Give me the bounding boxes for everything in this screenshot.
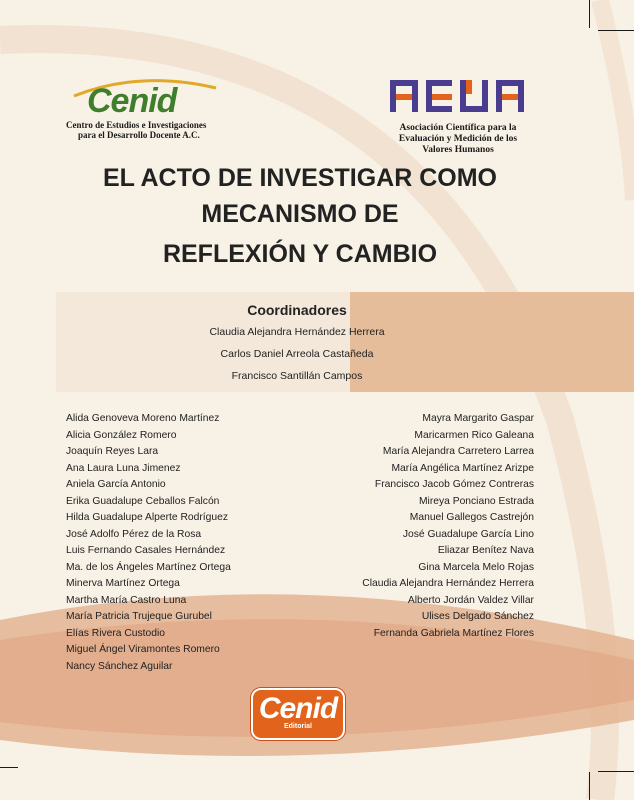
crop-mark — [589, 772, 590, 800]
author-name: Manuel Gallegos Castrejón — [409, 512, 534, 523]
cenid-subtitle-line2: para el Desarrollo Docente A.C. — [78, 130, 200, 140]
coordinator-name: Francisco Santillán Campos — [231, 370, 363, 382]
crop-mark — [598, 30, 634, 31]
authors-left-column — [66, 411, 231, 675]
author-name: Aniela García Antonio — [66, 479, 166, 490]
author-name: Mayra Margarito Gaspar — [422, 413, 534, 424]
book-title-line2: MECANISMO DE — [201, 200, 399, 228]
book-title-line1: EL ACTO DE INVESTIGAR COMO — [102, 164, 498, 192]
aeva-subtitle-line1: Asociación Científica para la — [399, 123, 517, 133]
badge-wordmark: Cenid — [258, 692, 338, 725]
author-name: Elías Rivera Custodio — [66, 627, 166, 639]
author-name: Hilda Guadalupe Alperte Rodríguez — [66, 512, 228, 523]
crop-mark — [0, 767, 18, 768]
author-name: José Guadalupe García Lino — [402, 528, 534, 540]
crop-mark — [589, 0, 590, 28]
cenid-wordmark: Cenid — [87, 82, 177, 120]
cenid-subtitle-line1: Centro de Estudios e Investigaciones — [66, 120, 207, 130]
author-name: María Patricia Trujeque Gurubel — [66, 611, 212, 622]
author-name: Alicia González Romero — [66, 429, 177, 441]
author-name: Alberto Jordán Valdez Villar — [407, 594, 534, 606]
author-name: José Adolfo Pérez de la Rosa — [66, 528, 202, 540]
aeva-logo — [385, 76, 545, 166]
cenid-logo — [62, 74, 262, 144]
coordinators-heading: Coordinadores — [247, 302, 347, 318]
book-title-line3: REFLEXIÓN Y CAMBIO — [162, 240, 438, 268]
author-name: Ulises Delgado Sánchez — [421, 611, 534, 622]
author-name: Mireya Ponciano Estrada — [418, 495, 534, 507]
author-name: Joaquín Reyes Lara — [66, 446, 159, 457]
author-name: Gina Marcela Melo Rojas — [418, 561, 534, 573]
badge-subtitle: Editorial — [283, 723, 312, 730]
author-name: Maricarmen Rico Galeana — [414, 429, 534, 441]
author-name: Fernanda Gabriela Martínez Flores — [373, 627, 534, 639]
author-name: Ana Laura Luna Jimenez — [66, 462, 181, 474]
author-name: Martha María Castro Luna — [66, 594, 187, 606]
crop-mark — [598, 771, 634, 772]
aeva-subtitle-line3: Valores Humanos — [422, 145, 494, 155]
coordinator-name: Carlos Daniel Arreola Castañeda — [220, 348, 374, 360]
author-name: Miguel Ángel Viramontes Romero — [66, 644, 220, 655]
author-name: Nancy Sánchez Aguilar — [66, 660, 173, 672]
coordinator-name: Claudia Alejandra Hernández Herrera — [209, 326, 385, 338]
authors-right-column — [362, 411, 534, 642]
aeva-mark-icon — [390, 76, 532, 114]
author-name: Francisco Jacob Gómez Contreras — [374, 479, 534, 490]
author-name: Minerva Martínez Ortega — [66, 578, 180, 589]
author-name: Eliazar Benítez Nava — [437, 545, 534, 556]
author-name: Alida Genoveva Moreno Martínez — [66, 413, 220, 424]
author-name: Claudia Alejandra Hernández Herrera — [362, 578, 534, 589]
author-name: Erika Guadalupe Ceballos Falcón — [66, 495, 220, 507]
author-name: Luis Fernando Casales Hernández — [66, 545, 226, 556]
author-name: María Alejandra Carretero Larrea — [382, 446, 534, 457]
aeva-subtitle-line2: Evaluación y Medición de los — [398, 134, 518, 144]
cenid-editorial-badge — [251, 688, 345, 740]
author-name: María Angélica Martínez Arizpe — [391, 462, 534, 474]
author-name: Ma. de los Ángeles Martínez Ortega — [66, 561, 231, 573]
